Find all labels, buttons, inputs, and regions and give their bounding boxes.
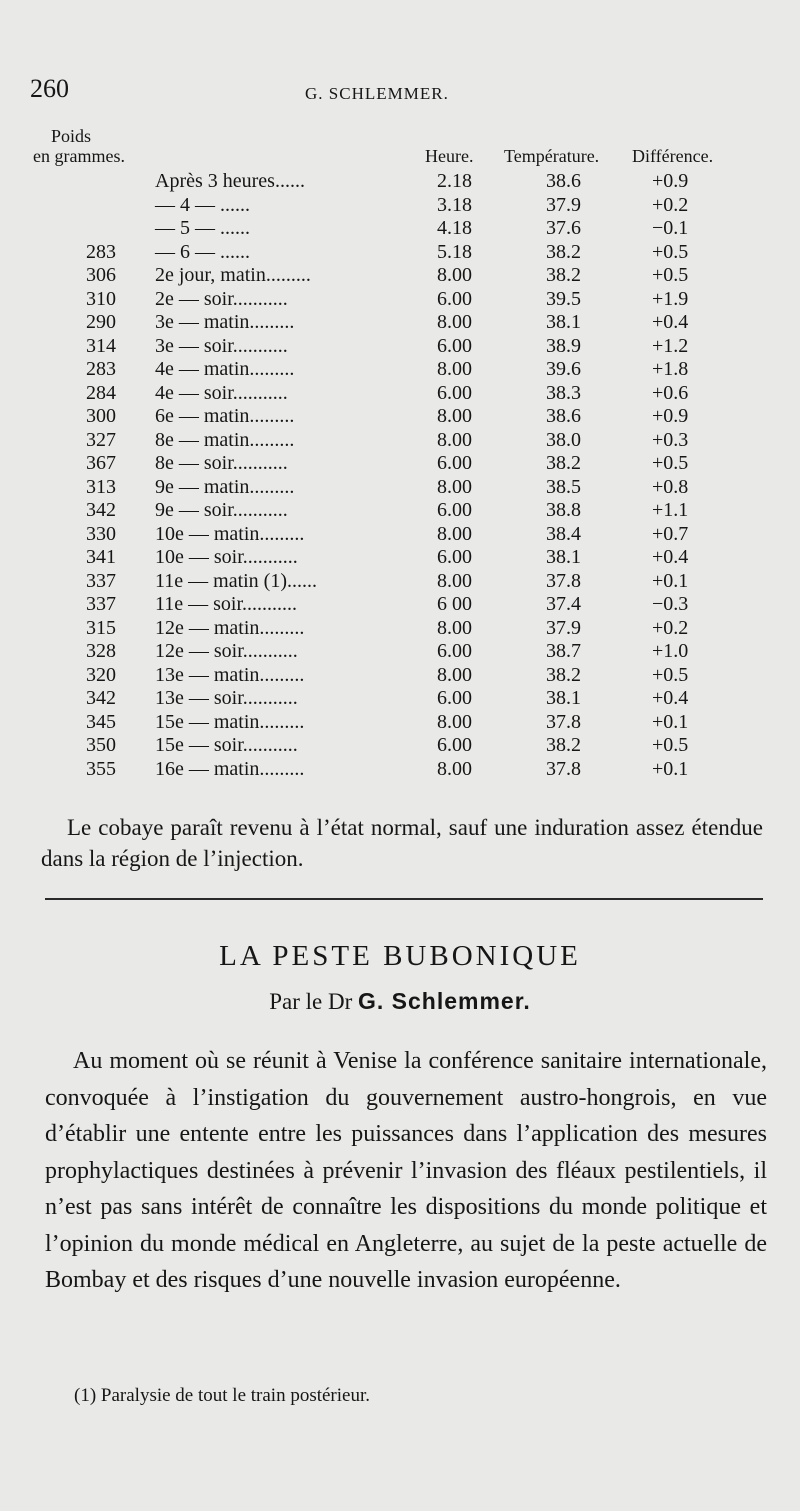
label-cell: 10e — matin.........: [155, 522, 305, 545]
table-row: [0, 429, 800, 453]
label-cell: — 4 — ......: [155, 193, 250, 216]
label-cell: 13e — matin.........: [155, 663, 305, 686]
table-row: [0, 687, 800, 711]
label-cell: 12e — matin.........: [155, 616, 305, 639]
byline: [0, 988, 800, 1015]
weight-cell: 342: [86, 687, 116, 709]
hour-cell: 8.00: [437, 405, 472, 427]
label-cell: 16e — matin.........: [155, 757, 305, 780]
temperature-cell: 37.9: [546, 616, 581, 639]
temperature-cell: 37.4: [546, 593, 581, 615]
hour-cell: 8.00: [437, 311, 472, 333]
difference-cell: +0.9: [652, 405, 689, 427]
weight-cell: 320: [86, 663, 116, 686]
weight-cell: 283: [86, 240, 116, 263]
weight-header-line1: Poids: [51, 126, 92, 146]
label-cell: 11e — soir...........: [155, 593, 298, 615]
difference-cell: +0.2: [652, 616, 689, 639]
hour-cell: 8.00: [437, 475, 472, 498]
weight-cell: 337: [86, 569, 116, 592]
difference-cell: +1.0: [652, 640, 689, 662]
weight-cell: 300: [86, 405, 116, 427]
difference-cell: −0.1: [652, 217, 689, 239]
label-cell: 15e — matin.........: [155, 710, 305, 733]
difference-cell: +0.5: [652, 663, 689, 686]
weight-cell: 290: [86, 311, 116, 333]
weight-cell: 345: [86, 710, 116, 733]
table-row: [0, 523, 800, 547]
label-cell: 8e — soir...........: [155, 452, 288, 474]
footnote: (1) Paralysie de tout le train postérieur.: [74, 1385, 370, 1406]
label-cell: 8e — matin.........: [155, 428, 295, 451]
hour-cell: 2.18: [437, 170, 472, 192]
table-row: [0, 711, 800, 735]
label-cell: 3e — matin.........: [155, 311, 295, 333]
temperature-cell: 38.2: [546, 663, 581, 686]
table-row: [0, 288, 800, 312]
difference-cell: +0.3: [652, 428, 689, 451]
difference-cell: +1.2: [652, 334, 689, 357]
difference-cell: −0.3: [652, 593, 689, 615]
weight-cell: 328: [86, 640, 116, 662]
temperature-cell: 38.0: [546, 428, 581, 451]
temperature-cell: 38.9: [546, 334, 581, 357]
difference-cell: +0.1: [652, 710, 689, 733]
page-number: 260: [30, 74, 69, 103]
temperature-cell: 37.6: [546, 217, 581, 239]
hour-cell: 3.18: [437, 193, 472, 216]
temperature-cell: 37.9: [546, 193, 581, 216]
label-cell: 6e — matin.........: [155, 405, 295, 427]
hour-cell: 8.00: [437, 358, 472, 380]
temperature-cell: 38.4: [546, 522, 581, 545]
label-cell: 13e — soir...........: [155, 687, 298, 709]
label-cell: — 6 — ......: [155, 240, 250, 263]
table-row: [0, 241, 800, 265]
weight-cell: 313: [86, 475, 116, 498]
label-cell: 4e — matin.........: [155, 358, 295, 380]
table-row: [0, 452, 800, 476]
temperature-cell: 38.1: [546, 546, 581, 568]
table-row: [0, 617, 800, 641]
hour-cell: 8.00: [437, 264, 472, 286]
label-cell: 3e — soir...........: [155, 334, 288, 357]
table-row: [0, 382, 800, 406]
label-cell: Après 3 heures......: [155, 170, 305, 192]
difference-cell: +0.5: [652, 452, 689, 474]
weight-cell: 330: [86, 522, 116, 545]
temperature-cell: 38.2: [546, 452, 581, 474]
weight-cell: 350: [86, 734, 116, 756]
weight-cell: 367: [86, 452, 116, 474]
weight-cell: 310: [86, 287, 116, 310]
difference-cell: +0.4: [652, 687, 689, 709]
table-row: [0, 546, 800, 570]
table-row: [0, 335, 800, 359]
weight-cell: 306: [86, 264, 116, 286]
hour-cell: 5.18: [437, 240, 472, 263]
table-row: [0, 593, 800, 617]
weight-cell: 342: [86, 499, 116, 521]
byline-prefix: Par le Dr: [269, 989, 358, 1014]
table-row: [0, 758, 800, 782]
table-row: [0, 570, 800, 594]
difference-cell: +0.6: [652, 381, 689, 404]
running-head: G. SCHLEMMER.: [305, 84, 449, 103]
hour-cell: 6.00: [437, 334, 472, 357]
temperature-cell: 37.8: [546, 569, 581, 592]
difference-cell: +0.5: [652, 240, 689, 263]
temperature-cell: 39.5: [546, 287, 581, 310]
temperature-cell: 38.6: [546, 405, 581, 427]
hour-cell: 8.00: [437, 663, 472, 686]
difference-cell: +0.1: [652, 569, 689, 592]
difference-cell: +0.5: [652, 264, 689, 286]
label-cell: 2e — soir...........: [155, 287, 288, 310]
label-cell: 10e — soir...........: [155, 546, 298, 568]
hour-cell: 6.00: [437, 499, 472, 521]
temperature-cell: 38.7: [546, 640, 581, 662]
hour-cell: 6.00: [437, 734, 472, 756]
weight-cell: 337: [86, 593, 116, 615]
difference-cell: +0.9: [652, 170, 689, 192]
label-cell: 9e — matin.........: [155, 475, 295, 498]
difference-cell: +0.8: [652, 475, 689, 498]
weight-cell: 284: [86, 381, 116, 404]
label-cell: 15e — soir...........: [155, 734, 298, 756]
table-row: [0, 734, 800, 758]
hour-cell: 6 00: [437, 593, 472, 615]
table-row: [0, 499, 800, 523]
temperature-cell: 39.6: [546, 358, 581, 380]
hour-cell: 6.00: [437, 546, 472, 568]
weight-cell: 314: [86, 334, 116, 357]
temperature-cell: 38.2: [546, 734, 581, 756]
temperature-cell: 38.8: [546, 499, 581, 521]
weight-cell: 283: [86, 358, 116, 380]
table-row: [0, 217, 800, 241]
difference-cell: +1.8: [652, 358, 689, 380]
temperature-cell: 37.8: [546, 710, 581, 733]
label-cell: 9e — soir...........: [155, 499, 288, 521]
difference-cell: +1.1: [652, 499, 689, 521]
temperature-cell: 37.8: [546, 757, 581, 780]
table-row: [0, 264, 800, 288]
difference-cell: +0.5: [652, 734, 689, 756]
weight-cell: 315: [86, 616, 116, 639]
hour-cell: 8.00: [437, 522, 472, 545]
temperature-cell: 38.2: [546, 264, 581, 286]
difference-cell: +0.2: [652, 193, 689, 216]
hour-cell: 8.00: [437, 569, 472, 592]
weight-cell: 341: [86, 546, 116, 568]
temperature-cell: 38.5: [546, 475, 581, 498]
difference-cell: +0.1: [652, 757, 689, 780]
section-divider: [45, 898, 763, 900]
table-row: [0, 405, 800, 429]
difference-header: Différence.: [632, 146, 714, 166]
table-row: [0, 640, 800, 664]
hour-cell: 6.00: [437, 381, 472, 404]
weight-cell: 327: [86, 428, 116, 451]
hour-header: Heure.: [425, 146, 474, 166]
table-row: [0, 664, 800, 688]
difference-cell: +1.9: [652, 287, 689, 310]
table-row: [0, 311, 800, 335]
section-title: LA PESTE BUBONIQUE: [219, 940, 581, 972]
body-paragraph: Au moment où se réunit à Venise la conférence sanitaire internationale, convoquée à l’instigation du gouvernement austro-hongrois, en vue d’établir une entente entre les puissances dans l’application des mesures prophylactiques destinées à prévenir l’invasion des fléaux pestilentiels, il n’est pas sans intérêt de connaître les dispositions du monde politique et l’opinion du monde médical en Angleterre, au sujet de la peste actuelle de Bombay et des risques d’une nouvelle invasion européenne.: [45, 1048, 767, 1293]
weight-cell: 355: [86, 757, 116, 780]
temperature-cell: 38.3: [546, 381, 581, 404]
hour-cell: 6.00: [437, 452, 472, 474]
temperature-cell: 38.2: [546, 240, 581, 263]
hour-cell: 6.00: [437, 687, 472, 709]
table-row: [0, 358, 800, 382]
label-cell: — 5 — ......: [155, 217, 250, 239]
hour-cell: 8.00: [437, 428, 472, 451]
table-row: [0, 476, 800, 500]
hour-cell: 6.00: [437, 640, 472, 662]
hour-cell: 8.00: [437, 757, 472, 780]
difference-cell: +0.4: [652, 311, 689, 333]
label-cell: 11e — matin (1)......: [155, 569, 318, 592]
temperature-table: [0, 170, 800, 781]
hour-cell: 6.00: [437, 287, 472, 310]
hour-cell: 8.00: [437, 616, 472, 639]
difference-cell: +0.7: [652, 522, 689, 545]
label-cell: 12e — soir...........: [155, 640, 298, 662]
hour-cell: 8.00: [437, 710, 472, 733]
label-cell: 2e jour, matin.........: [155, 264, 311, 286]
temperature-cell: 38.1: [546, 687, 581, 709]
weight-header-line2: en grammes.: [33, 146, 125, 166]
byline-author: G. Schlemmer.: [357, 988, 531, 1014]
temperature-cell: 38.1: [546, 311, 581, 333]
difference-cell: +0.4: [652, 546, 689, 568]
hour-cell: 4.18: [437, 217, 472, 239]
table-row: [0, 194, 800, 218]
table-row: [0, 170, 800, 194]
temperature-cell: 38.6: [546, 170, 581, 192]
label-cell: 4e — soir...........: [155, 381, 288, 404]
temperature-header: Température.: [504, 146, 600, 166]
observation-note: Le cobaye paraît revenu à l’état normal, sauf une induration assez étendue dans la région de l’injection.: [41, 815, 763, 871]
